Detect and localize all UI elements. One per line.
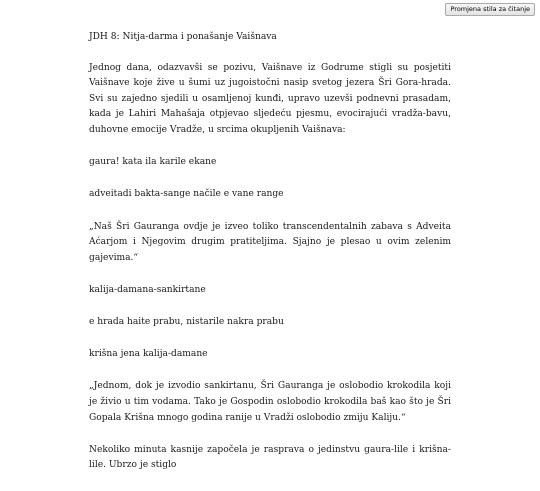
verse-line-1: gaura! kata ila karile ekane <box>89 157 217 168</box>
paragraph-continuation: Nekoliko minuta kasnije započela je rasprava o jedinstvu gaura-lile i krišna-lile. Ubrzo je stiglo <box>89 444 451 471</box>
verse-translation-2: „Jednom, dok je izvodio sankirtanu, Šri Gauranga je oslobodio krokodila koji je živio u tim vodama. Tako je Gospodin oslobodio krokodila baš kao što je Šri Gopala Krišna mnogo godina ranije u Vradži oslobodio zmiju Kaliju.“ <box>89 381 451 423</box>
verse-line-2: adveitadi bakta-sange načile e vane range <box>89 189 284 200</box>
verse-line-5: krišna jena kalija-damane <box>89 349 208 360</box>
paragraph-intro: Jednog dana, odazvavši se pozivu, Vaišnave iz Godrume stigli su posjetiti Vaišnave koje žive u šumi uz jugoistočni nasip svetog jezera Šri Gora-hrada. Svi su zajedno sjedili u osamljenoj kunđi, upravo uzevši podnevni prasadam, kada je Lahiri Mahašaja otpjevao sljedeću pjesmu, evocirajući vradža-bavu, duhovne emocije Vradže, u srcima okupljenih Vaišnava: <box>89 62 451 135</box>
verse-translation-1: „Naš Šri Gauranga ovdje je izveo toliko transcendentalnih zabava s Adveita Aćarjom i Njegovim drugim pratiteljima. Sjajno je plesao u ovim zelenim gajevima.“ <box>89 221 451 263</box>
reading-style-toggle-button[interactable]: Promjena stila za čitanje <box>445 3 535 16</box>
verse-line-3: kalija-damana-sankirtane <box>89 284 206 295</box>
document-body <box>89 30 451 491</box>
verse-line-4: e hrada haite prabu, nistarile nakra prabu <box>89 317 284 328</box>
chapter-title: JDH 8: Nitja-darma i ponašanje Vaišnava <box>89 32 277 42</box>
